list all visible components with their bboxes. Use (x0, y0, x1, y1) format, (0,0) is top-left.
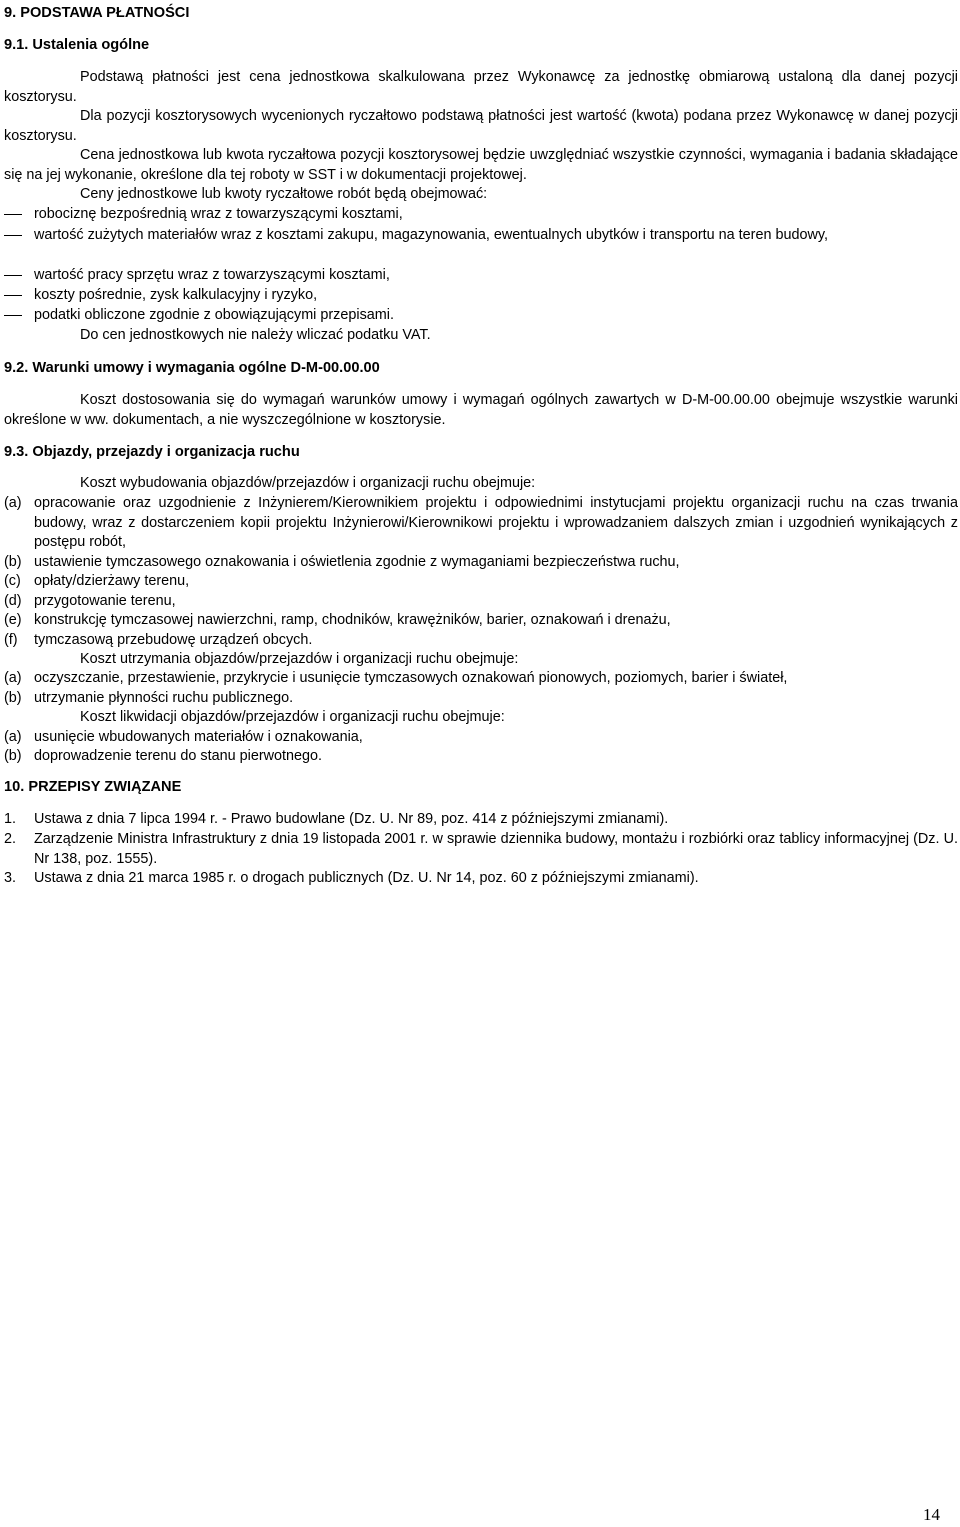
paragraph-9-1-3: Cena jednostkowa lub kwota ryczałtowa pozycji kosztorysowej będzie uwzględniać wszystkie czynności, wymagania i badania składające się na jej wykonanie, określone dla tej roboty w SST i w dokumentacji projektowej. (4, 147, 958, 183)
dash-list-item (4, 266, 958, 286)
dash-bullet (4, 275, 22, 276)
alpha-list-item (4, 553, 958, 573)
paragraph-9-1-2: Dla pozycji kosztorysowych wycenionych ryczałtowo podstawą płatności jest wartość (kwota) podana przez Wykonawcę w danej pozycji kosztorysu. (4, 108, 958, 144)
paragraph-9-3-intro1: Koszt wybudowania objazdów/przejazdów i organizacji ruchu obejmuje: (80, 475, 536, 491)
list-marker: (d) (4, 593, 22, 609)
numbered-list-item (4, 810, 958, 830)
list-item-text: doprowadzenie terenu do stanu pierwotnego. (34, 748, 323, 764)
subsection-9-3-heading: 9.3. Objazdy, przejazdy i organizacja ruchu (4, 444, 300, 460)
alpha-list-item (4, 631, 958, 651)
list-marker: (f) (4, 632, 18, 648)
list-marker: (b) (4, 748, 22, 764)
list-item-text: usunięcie wbudowanych materiałów i oznakowania, (34, 729, 363, 745)
dash-list-item (4, 306, 958, 326)
list-marker: (c) (4, 573, 21, 589)
alpha-list-item (4, 747, 958, 767)
list-marker: 1. (4, 811, 17, 827)
paragraph-9-3-intro2: Koszt utrzymania objazdów/przejazdów i organizacji ruchu obejmuje: (80, 651, 519, 667)
numbered-list-item (4, 830, 958, 869)
dash-item-text: wartość zużytych materiałów wraz z kosztami zakupu, magazynowania, ewentualnych ubytków i transportu na teren budowy, (34, 227, 828, 243)
list-item-text: Ustawa z dnia 7 lipca 1994 r. - Prawo budowlane (Dz. U. Nr 89, poz. 414 z późniejszymi zmianami). (34, 811, 669, 827)
list-marker: (e) (4, 612, 22, 628)
list-item-text: utrzymanie płynności ruchu publicznego. (34, 690, 294, 706)
paragraph-9-1-5: Do cen jednostkowych nie należy wliczać podatku VAT. (80, 327, 431, 343)
dash-item-text: podatki obliczone zgodnie z obowiązującymi przepisami. (34, 307, 394, 323)
list-marker: (a) (4, 729, 22, 745)
dash-bullet (4, 235, 22, 236)
alpha-list-item (4, 494, 958, 553)
list-marker: (b) (4, 690, 22, 706)
list-marker: 2. (4, 831, 17, 847)
paragraph-9-1-4: Ceny jednostkowe lub kwoty ryczałtowe robót będą obejmować: (80, 186, 488, 202)
list-item-text: Ustawa z dnia 21 marca 1985 r. o drogach publicznych (Dz. U. Nr 14, poz. 60 z późniejszymi zmianami). (34, 870, 699, 886)
numbered-list-item (4, 869, 958, 889)
list-item-text: opłaty/dzierżawy terenu, (34, 573, 190, 589)
list-marker: 3. (4, 870, 17, 886)
section-9-heading: 9. PODSTAWA PŁATNOŚCI (4, 5, 190, 21)
alpha-list-item (4, 592, 958, 612)
alpha-list-item (4, 728, 958, 748)
subsection-9-2-heading: 9.2. Warunki umowy i wymagania ogólne D-M-00.00.00 (4, 360, 380, 376)
paragraph-9-3-intro3: Koszt likwidacji objazdów/przejazdów i organizacji ruchu obejmuje: (80, 709, 505, 725)
dash-item-text: robociznę bezpośrednią wraz z towarzyszącymi kosztami, (34, 206, 403, 222)
alpha-list-item (4, 572, 958, 592)
list-item-text: przygotowanie terenu, (34, 593, 176, 609)
list-item-text: Zarządzenie Ministra Infrastruktury z dnia 19 listopada 2001 r. w sprawie dziennika budowy, montażu i rozbiórki oraz tablicy informacyjnej (Dz. U. Nr 138, poz. 1555). (34, 831, 958, 867)
list-marker: (b) (4, 554, 22, 570)
paragraph-9-1-1: Podstawą płatności jest cena jednostkowa skalkulowana przez Wykonawcę za jednostkę obmiarową ustaloną dla danej pozycji kosztorysu. (4, 69, 958, 105)
list-item-text: ustawienie tymczasowego oznakowania i oświetlenia zgodnie z wymaganiami bezpieczeństwa ruchu, (34, 554, 680, 570)
dash-bullet (4, 295, 22, 296)
subsection-9-1-heading: 9.1. Ustalenia ogólne (4, 37, 150, 53)
section-10-heading: 10. PRZEPISY ZWIĄZANE (4, 779, 182, 795)
list-item-text: konstrukcję tymczasowej nawierzchni, ramp, chodników, krawężników, barier, oznakowań i drenażu, (34, 612, 671, 628)
dash-bullet (4, 214, 22, 215)
dash-bullet (4, 315, 22, 316)
dash-list-item (4, 226, 958, 246)
dash-list-item (4, 286, 958, 306)
list-item-text: oczyszczanie, przestawienie, przykrycie i usunięcie tymczasowych oznakowań pionowych, poziomych, barier i świateł, (34, 670, 788, 686)
alpha-list-item (4, 669, 958, 689)
page-number: 14 (923, 1505, 940, 1524)
list-marker: (a) (4, 670, 22, 686)
dash-list-item (4, 205, 958, 225)
paragraph-9-2-1: Koszt dostosowania się do wymagań warunków umowy i wymagań ogólnych zawartych w D-M-00.00.00 obejmuje wszystkie warunki określone w ww. dokumentach, a nie wyszczególnione w kosztorysie. (4, 392, 958, 428)
list-marker: (a) (4, 495, 22, 511)
list-item-text: opracowanie oraz uzgodnienie z Inżynierem/Kierownikiem projektu i odpowiednimi instytucjami projektu organizacji ruchu na czas trwania budowy, wraz z dostarczeniem kopii projektu Inżynierowi/Kierownikowi projektu i wprowadzaniem dalszych zmian i uzgodnień wynikających z postępu robót, (34, 495, 958, 550)
list-item-text: tymczasową przebudowę urządzeń obcych. (34, 632, 313, 648)
alpha-list-item (4, 611, 958, 631)
alpha-list-item (4, 689, 958, 709)
dash-item-text: wartość pracy sprzętu wraz z towarzyszącymi kosztami, (34, 267, 390, 283)
dash-item-text: koszty pośrednie, zysk kalkulacyjny i ryzyko, (34, 287, 318, 303)
